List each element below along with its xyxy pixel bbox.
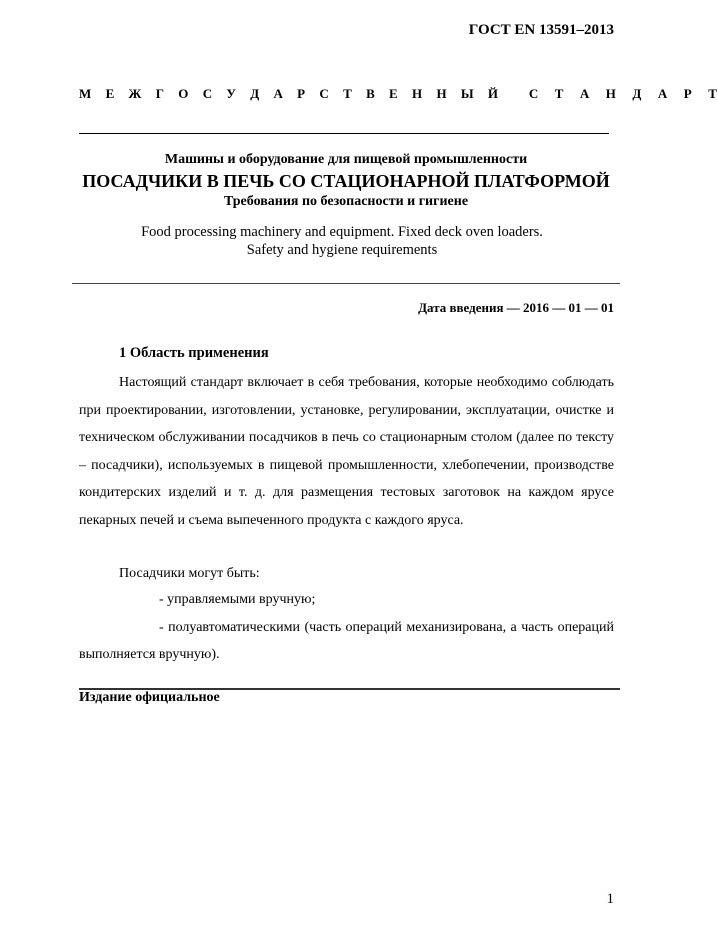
heading-letter: Р: [683, 86, 692, 101]
heading-letter: Й: [487, 86, 499, 101]
heading-letter: Г: [155, 86, 164, 101]
official-edition-label: Издание официальное: [79, 690, 220, 705]
heading-letter: А: [273, 86, 283, 101]
heading-letter: В: [366, 86, 375, 101]
heading-letter: Н: [605, 86, 616, 101]
section-heading: 1 Область применения: [119, 345, 269, 361]
interstate-word: [79, 86, 512, 102]
english-title-line-2: Safety and hygiene requirements: [246, 242, 438, 258]
heading-letter: Н: [436, 86, 447, 101]
heading-letter: С: [319, 86, 329, 101]
loader-kind-item: - управляемыми вручную;: [159, 592, 316, 607]
heading-letter: Е: [105, 86, 115, 101]
loader-kinds-intro: Посадчики могут быть:: [119, 566, 260, 581]
heading-letter: Д: [632, 86, 642, 101]
heading-letter: М: [79, 86, 92, 101]
loader-kind-item-text: - полуавтоматическими (часть операций механизирована, а часть операций выполняется вручную).: [79, 620, 614, 662]
heading-letter: Р: [297, 86, 306, 101]
heading-letter: Ж: [128, 86, 142, 101]
heading-letter: А: [579, 86, 590, 101]
heading-letter: Т: [343, 86, 352, 101]
heading-letter: А: [657, 86, 668, 101]
title-divider: [72, 283, 620, 284]
english-title-line-1: Food processing machinery and equipment. Fixed deck oven loaders.: [141, 224, 543, 240]
heading-letter: Ы: [460, 86, 474, 101]
heading-letter: С: [202, 86, 213, 101]
heading-letter: Н: [412, 86, 423, 101]
scope-paragraph: [79, 369, 614, 534]
document-subtitle: Машины и оборудование для пищевой промышленности: [164, 152, 528, 167]
heading-letter: С: [528, 86, 539, 101]
heading-letter: Т: [554, 86, 564, 101]
heading-letter: У: [226, 86, 236, 101]
document-code: ГОСТ EN 13591–2013: [468, 22, 614, 38]
introduction-date: Дата введения — 2016 — 01 — 01: [418, 300, 614, 315]
standard-word: [512, 86, 717, 102]
page-number: 1: [606, 891, 614, 907]
heading-letter: Т: [708, 86, 717, 101]
scope-paragraph-text: Настоящий стандарт включает в себя требования, которые необходимо соблюдать при проектировании, изготовлении, установке, регулировании, эксплуатации, очистке и техническом обслуживании посадчиков в печь со стационарным столом (далее по тексту – посадчики), используемых в пищевой промышленности, хлебопечении, производстве кондитерских изделий и т. д. для размещения тестовых заготовок на каждом ярусе пекарных печей и съема выпеченного продукта с каждого яруса.: [79, 375, 614, 528]
interstate-standard-heading: [79, 86, 717, 102]
heading-letter: О: [178, 86, 189, 101]
document-title: ПОСАДЧИКИ В ПЕЧЬ СО СТАЦИОНАРНОЙ ПЛАТФОРМОЙ: [82, 171, 610, 191]
heading-letter: Е: [389, 86, 398, 101]
loader-kind-item: [79, 614, 614, 668]
heading-letter: Д: [250, 86, 260, 101]
document-requirements-title: Требования по безопасности и гигиене: [223, 194, 469, 209]
header-divider: [79, 133, 609, 134]
